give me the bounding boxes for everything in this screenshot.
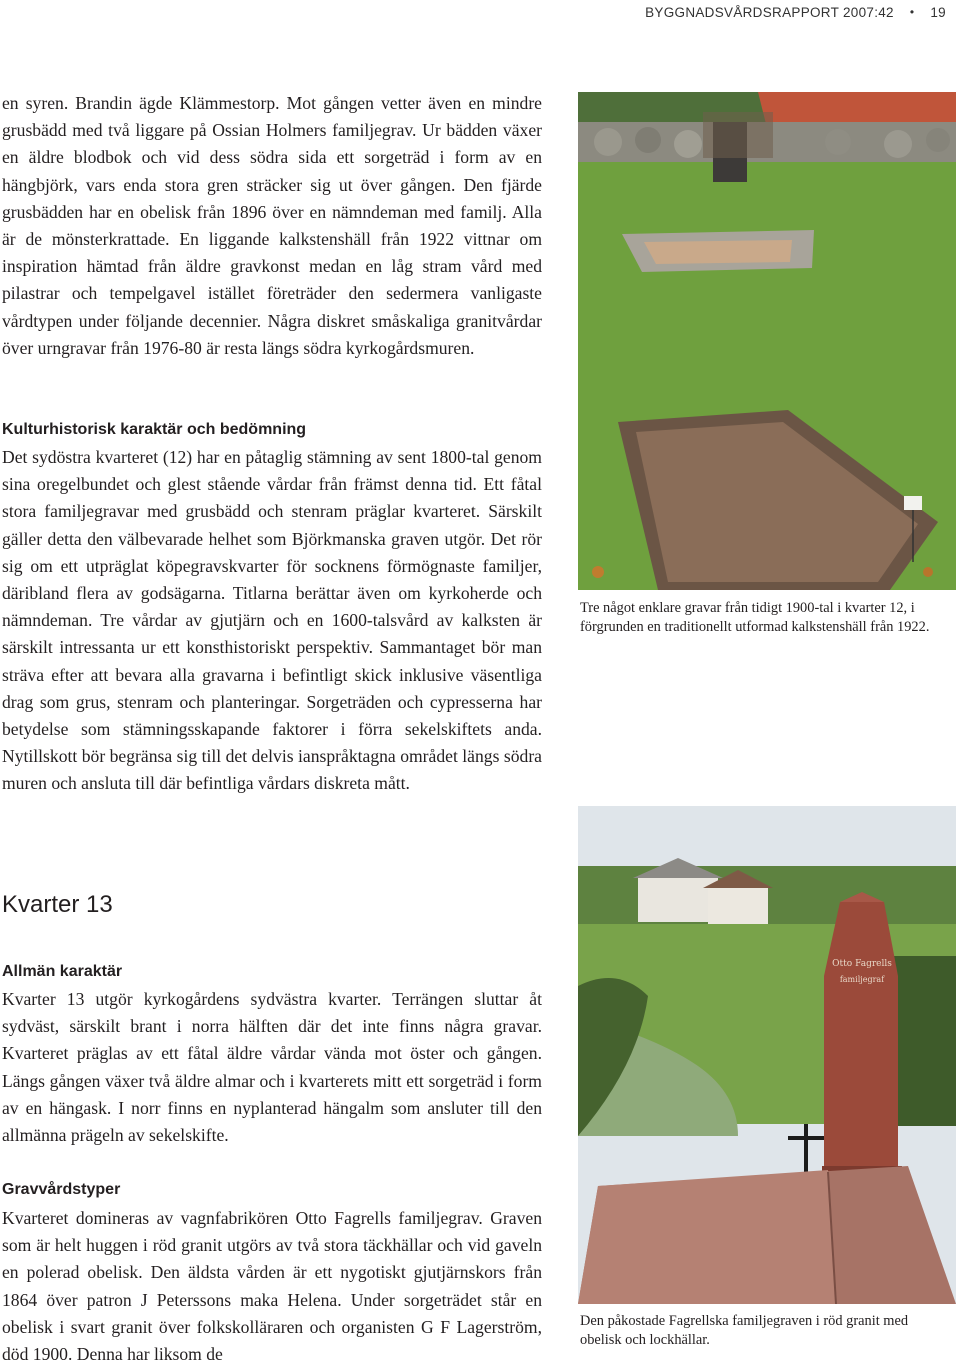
photo-kvarter12-illustration (578, 92, 956, 590)
heading-allman-karaktar: Allmän karaktär (2, 963, 123, 980)
heading-kulturhistorisk: Kulturhistorisk karaktär och bedömning (2, 421, 307, 438)
allman-paragraph (2, 986, 542, 1149)
heading-kvarter-13: Kvarter 13 (2, 891, 113, 918)
photo1-caption: Tre något enklare gravar från tidigt 1900-tal i kvarter 12, i förgrunden en traditionellt utformad kalkstenshäll från 1922. (580, 600, 930, 635)
running-header (645, 2, 960, 22)
separator-bullet: • (909, 5, 915, 19)
photo2-caption: Den påkostade Fagrellska familjegraven i röd granit med obelisk och lockhällar. (580, 1313, 909, 1348)
running-title: BYGGNADSVÅRDSRAPPORT 2007:42 (645, 4, 894, 20)
gravvard-text: Kvarteret domineras av vagnfabrikören Otto Fagrells familjegrav. Graven som är helt huggen i röd granit utgörs av två stora täckhällar och vid gaveln en polerad obelisk. Den äldsta vården är ett nygotiskt gjutjärnskors från 1864 över patron J Peterssons maka Helena. Under sorgeträdet står en obelisk i svart granit över folkskolläraren och organisten G F Lagerström, död 1900. Denna har liksom de (2, 1208, 542, 1365)
photo-fagrell-illustration (578, 806, 956, 1304)
obelisk-inscription-line1: Otto Fagrells (832, 959, 892, 969)
gravvard-paragraph (2, 1205, 542, 1368)
allman-text: Kvarter 13 utgör kyrkogårdens sydvästra kvarter. Terrängen sluttar åt sydväst, särskilt brant i norra hälften där det inte finns några gravar. Kvarteret präglas av ett fåtal äldre vårdar vända mot öster och gången. Längs gången växer två äldre almar och i kvarterets mitt ett sorgeträd i form av en hängask. I norr finns en nyplanterad hängalm som ansluter till den allmänna prägeln av sekelskifte. (2, 989, 542, 1146)
kulturhistorisk-paragraph (2, 444, 542, 798)
obelisk-inscription-line2: familjegraf (839, 975, 885, 984)
kulturhistorisk-text: Det sydöstra kvarteret (12) har en påtaglig stämning av sent 1800-tal genom sina oregelbundet och glest stående vårdar från främst denna tid. Ett fåtal stora familjegravar med grusbädd och stenram präglar kvarteret. Särskilt gäller detta den välbevarade helhet som Björkmanska graven utgör. Det rör sig om ett utpräglat köpegravskvarter för socknens förmögnaste familjer, däribland flera av godsägarna. Titlarna berättar även om kyrkoherde och nämndeman. Tre vårdar av gjutjärn och en 1600-talsvård av kalksten är särskilt intressanta ur ett konsthistoriskt perspektiv. Sammantaget bör man sträva efter att bevara alla gravarna i befintligt skick inklusive väsentliga drag som grus, stenram och planteringar. Sorgeträden och cypresserna har betydelse som stämningsskapande faktorer i förra sekelskiftets anda. Nytillskott bör begränsa sig till det delvis ianspråktagna området längs södra muren och ansluta till där befintliga vårdars diskreta mått. (2, 447, 542, 794)
photo-kvarter12-graves (578, 92, 956, 590)
intro-text: en syren. Brandin ägde Klämmestorp. Mot gången vetter även en mindre grusbädd med två liggare på Ossian Holmers familjegrav. Ur bädden växer en äldre blodbok och vid dess södra sida ett sorgeträd i form av en hängbjörk, vars enda stora gren sträcker sig ut över gången. Den fjärde grusbädden har en obelisk från 1896 över en nämndeman med familj. Alla är de mönsterkrattade. En liggande kalkstenshäll från 1922 vittnar om inspiration hämtad från äldre gravkonst medan en låg stram vård med pilastrar och tempelgavel istället företräder den sedermera vanligaste vårdtypen under följande decennier. Några diskret småskaliga granitvårdar över urngravar från 1976-80 är resta längs södra kyrkogårdsmuren. (2, 93, 542, 358)
heading-gravvardstyper: Gravvårdstyper (2, 1181, 121, 1198)
page-number: 19 (930, 4, 946, 20)
intro-paragraph (2, 90, 542, 362)
photo-fagrell-grave (578, 806, 956, 1304)
